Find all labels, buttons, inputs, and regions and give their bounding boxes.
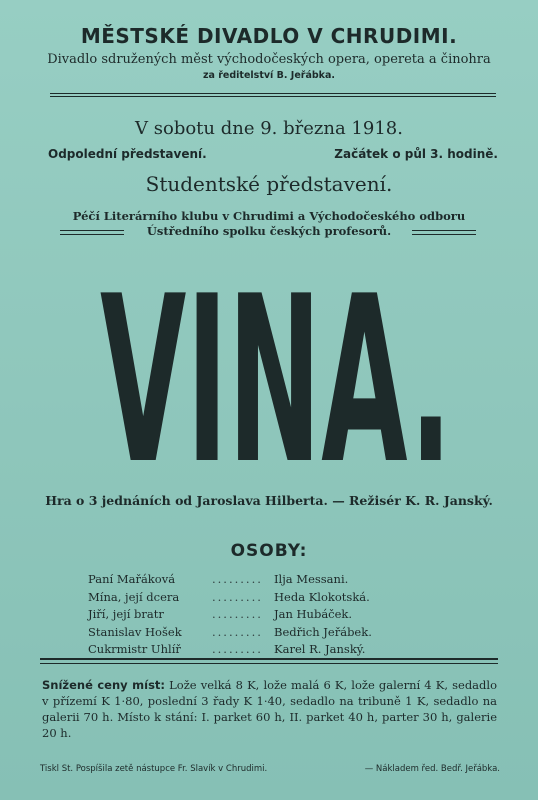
theatre-direction: za ředitelství B. Jeřábka.	[203, 70, 335, 81]
performance-date: V sobotu dne 9. března 1918.	[135, 118, 403, 139]
patron-line-2: Ústředního spolku českých profesorů.	[146, 224, 392, 238]
theatre-union: Divadlo sdružených měst východočeských opera, opereta a činohra	[47, 52, 491, 67]
ornament-rule-right	[412, 230, 476, 231]
performance-type: Odpolední představení.	[48, 147, 207, 161]
cast-heading: OSOBY:	[230, 541, 308, 561]
leader-dots: .........	[212, 642, 263, 657]
performance-info-row	[48, 147, 498, 161]
cast-row	[88, 606, 468, 624]
leader-dots: .........	[212, 624, 263, 639]
ornament-rule-left-2	[60, 234, 124, 235]
printer-credit: Tiskl St. Pospíšila zetě nástupce Fr. Slavík v Chrudimi.	[40, 764, 268, 774]
cast-row	[88, 571, 468, 589]
imprint	[40, 764, 500, 774]
cast-role: Paní Mařáková	[88, 572, 176, 586]
cast-role: Cukrmistr Uhlíř	[88, 642, 181, 657]
header-divider-bottom	[50, 96, 496, 97]
play-credit: Hra o 3 jednáních od Jaroslava Hilberta. — Režisér K. R. Janský.	[45, 493, 493, 508]
play-title	[96, 262, 456, 467]
header-divider-top	[50, 93, 496, 94]
cast-actor: Ilja Messani.	[274, 572, 349, 586]
prices-divider-top	[40, 658, 498, 660]
leader-dots: .........	[212, 607, 263, 622]
ornament-rule-left	[60, 230, 124, 231]
cast-actor: Jan Hubáček.	[274, 607, 353, 622]
publisher-credit: — Nákladem řed. Bedř. Jeřábka.	[364, 764, 500, 774]
cast-role: Jiří, její bratr	[88, 607, 164, 622]
ticket-prices	[42, 677, 497, 741]
leader-dots: .........	[212, 572, 263, 586]
patron-line-1: Péčí Literárního klubu v Chrudimi a Východočeského odboru	[72, 209, 466, 223]
leader-dots: .........	[212, 589, 263, 604]
prices-label: Snížené ceny míst:	[42, 678, 166, 692]
cast-role: Stanislav Hošek	[88, 624, 182, 639]
cast-actor: Bedřich Jeřábek.	[274, 624, 372, 639]
cast-actor: Karel R. Janský.	[274, 642, 366, 657]
play-title-lettering	[96, 262, 456, 467]
performance-occasion: Studentské představení.	[145, 172, 393, 196]
cast-list	[88, 571, 468, 659]
cast-row	[88, 589, 468, 607]
ornament-rule-right-2	[412, 234, 476, 235]
cast-row	[88, 624, 468, 642]
performance-start: Začátek o půl 3. hodině.	[334, 147, 498, 161]
play-title-text: VINA.	[100, 262, 452, 467]
cast-role: Mína, její dcera	[88, 589, 180, 604]
cast-actor: Heda Klokotská.	[274, 589, 370, 604]
theatre-name: MĚSTSKÉ DIVADLO V CHRUDIMI.	[80, 24, 458, 48]
cast-row	[88, 641, 468, 659]
prices-divider-bottom	[40, 663, 498, 664]
prices-text: Lože velká 8 K, lože malá 6 K, lože galerní 4 K, sedadlo v přízemí K 1·80, poslední 3 řady K 1·40, sedadlo na tribuně 1 K, sedadlo na galerii 70 h. Místo k stání: I. parket 60 h, II. parket 40 h, parter 30 h, galerie 20 h.	[42, 678, 498, 740]
